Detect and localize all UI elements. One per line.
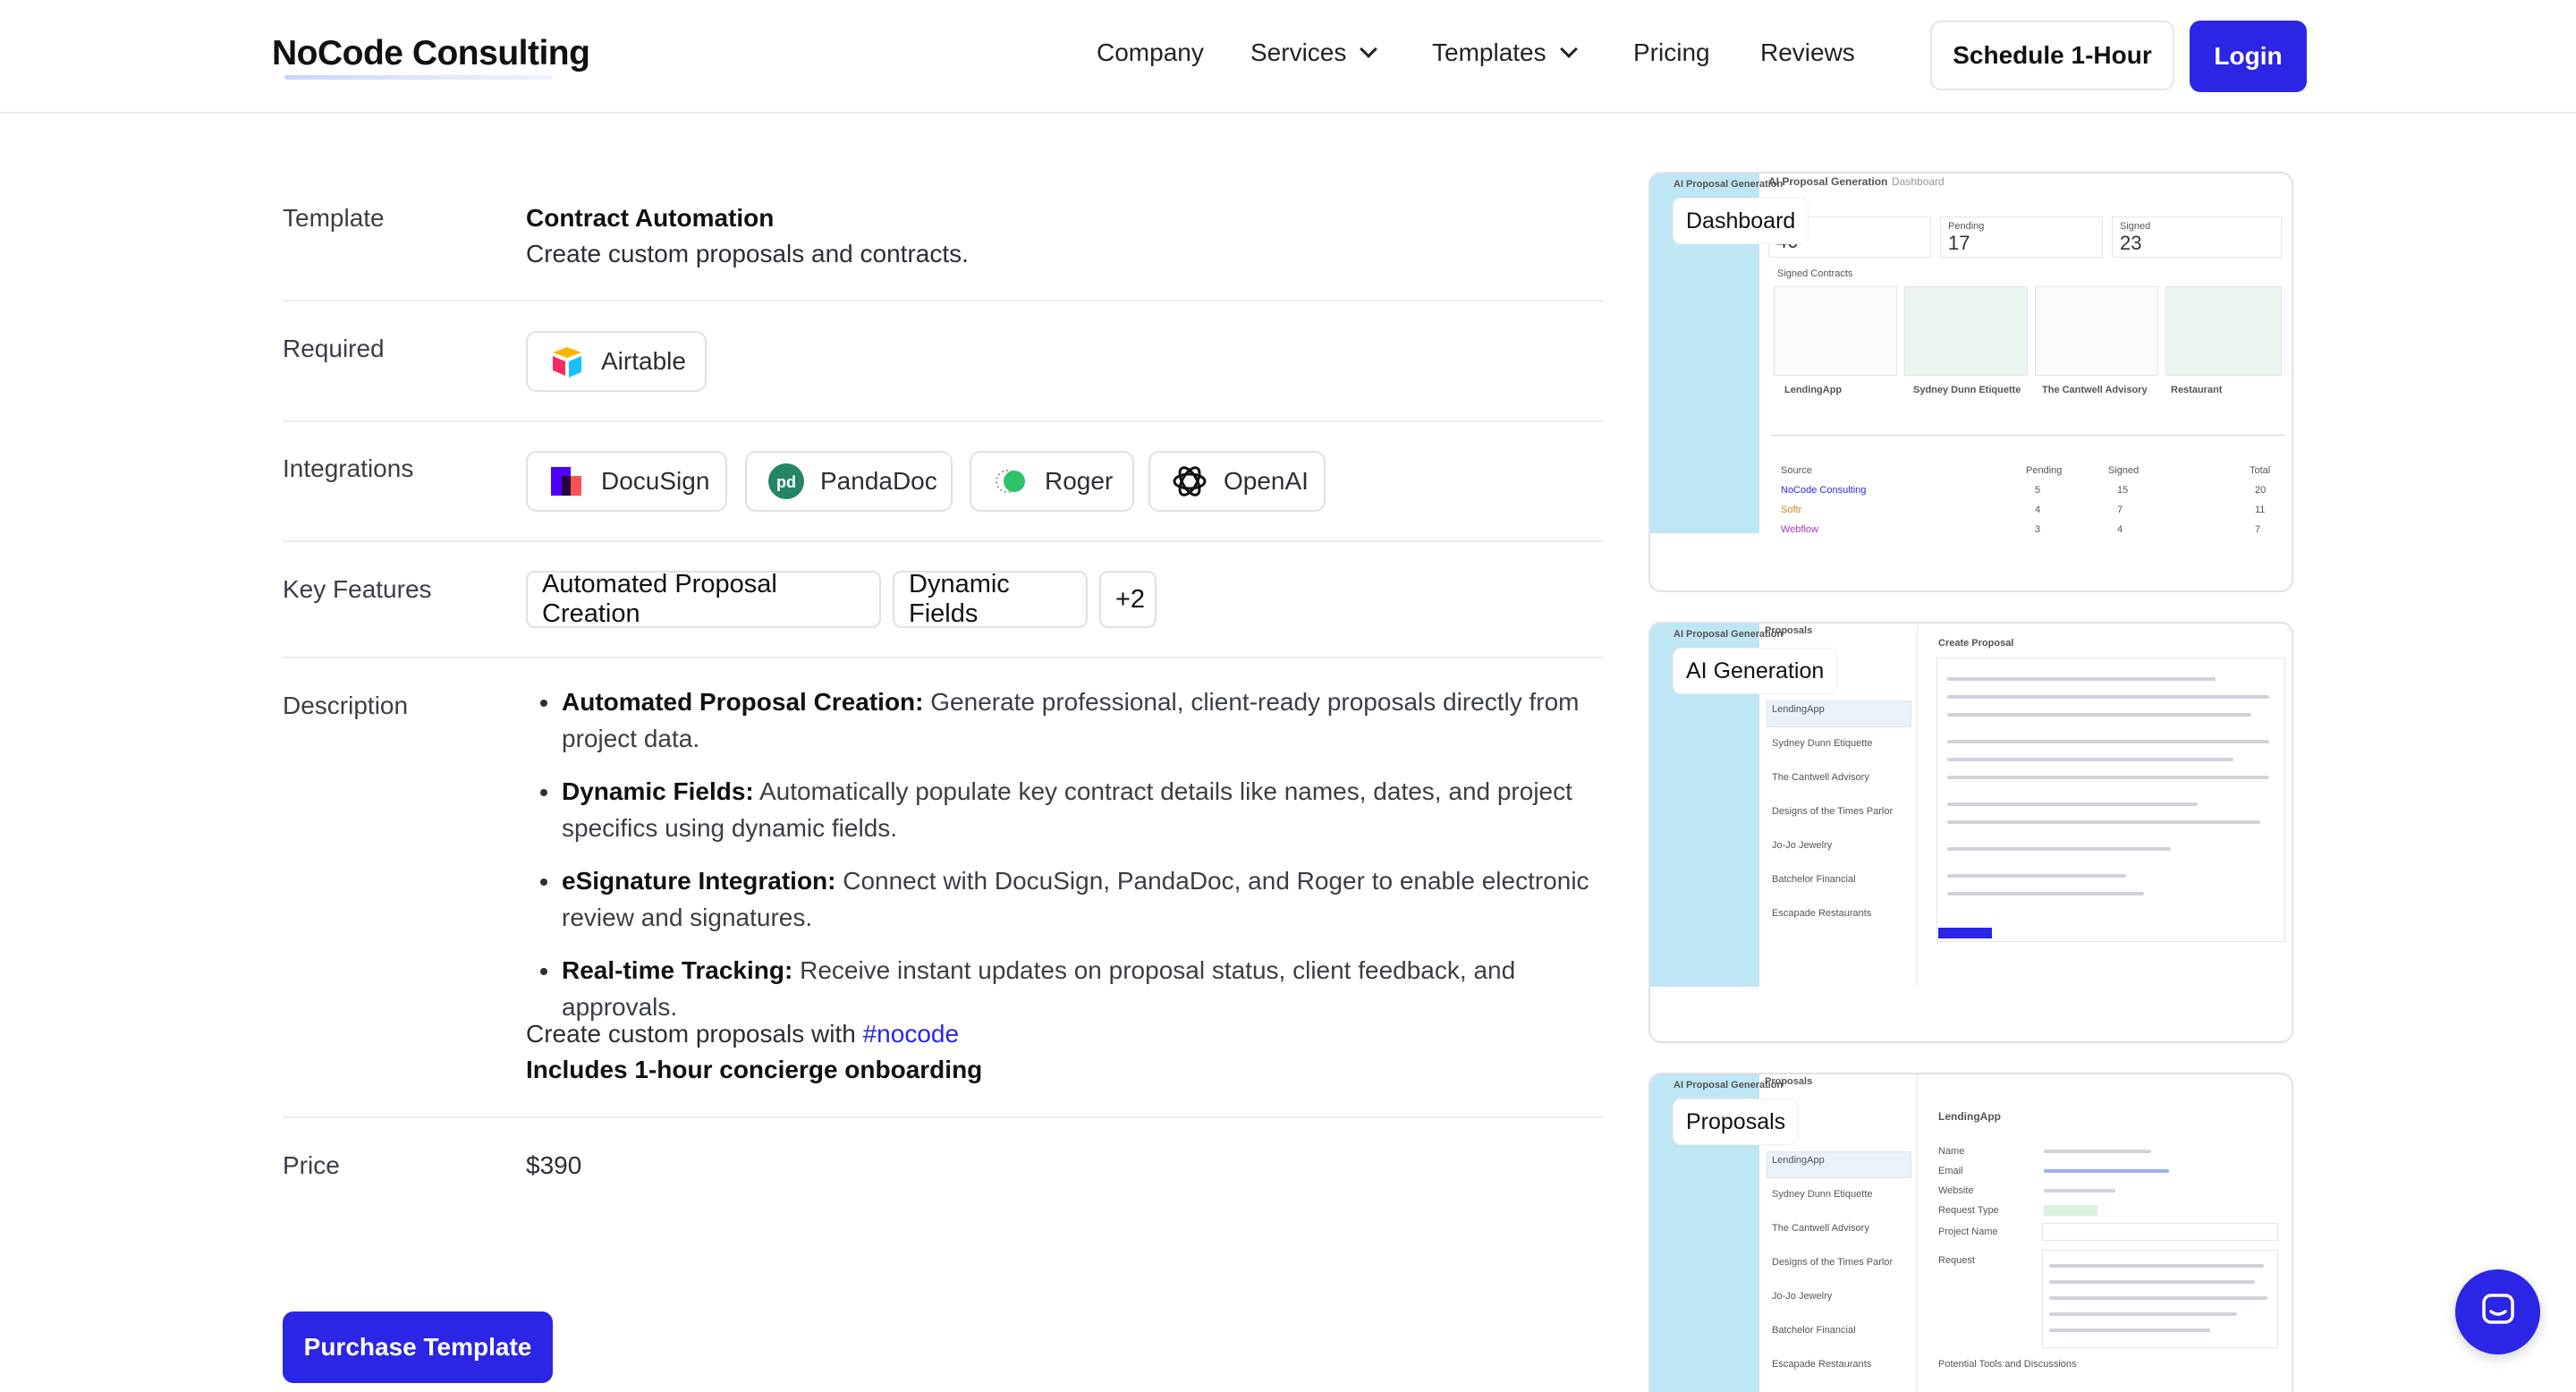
mock-doc xyxy=(2035,286,2158,376)
onboarding-note: Includes 1-hour concierge onboarding xyxy=(526,1056,983,1083)
description-label: Description xyxy=(283,692,409,719)
mock-text-area xyxy=(1936,658,2285,942)
mock-line xyxy=(1947,677,2216,681)
mock-line xyxy=(1947,740,2269,743)
chip-openai[interactable] xyxy=(1148,451,1326,512)
mock-stat xyxy=(2112,216,2282,258)
nav-templates[interactable] xyxy=(1432,38,1575,67)
bullet-title: Dynamic Fields: xyxy=(562,777,754,805)
mock-line xyxy=(1947,892,2144,895)
mock-app-title: AI Proposal Generation xyxy=(1674,179,1784,190)
mock-panel-title: Create Proposal xyxy=(1938,638,2014,649)
mock-line xyxy=(2049,1296,2267,1300)
chip-label: DocuSign xyxy=(601,467,710,495)
preview-card-ai-generation[interactable] xyxy=(1648,622,2293,1043)
mock-list-item: The Cantwell Advisory xyxy=(1772,1223,1869,1234)
mock-field-label: Project Name xyxy=(1938,1226,1998,1237)
top-nav-bar xyxy=(0,0,2576,114)
mock-doc-name: The Cantwell Advisory xyxy=(2042,385,2148,395)
mock-line xyxy=(1947,820,2260,824)
mock-list-item: LendingApp xyxy=(1772,704,1825,715)
preview-tag: Dashboard xyxy=(1674,199,1808,243)
mock-table-head: Pending xyxy=(2026,465,2063,476)
mock-stat-value: 23 xyxy=(2120,232,2142,254)
mock-table-cell: 15 xyxy=(2117,485,2129,496)
mock-table-cell: NoCode Consulting xyxy=(1781,485,1867,496)
template-label: Template xyxy=(283,204,385,232)
chip-label: PandaDoc xyxy=(820,467,937,495)
mock-table-head: Source xyxy=(1781,465,1812,476)
login-button[interactable]: Login xyxy=(2190,21,2307,92)
required-label: Required xyxy=(283,335,385,362)
template-name: Contract Automation xyxy=(526,204,775,232)
mock-line xyxy=(2049,1312,2237,1316)
divider xyxy=(283,420,1603,422)
mock-table-cell: Webflow xyxy=(1781,524,1818,535)
bullet-title: Real-time Tracking: xyxy=(562,956,793,984)
preview-tag: AI Generation xyxy=(1674,649,1836,693)
mock-list-item: Batchelor Financial xyxy=(1772,874,1856,885)
chevron-down-icon xyxy=(1560,40,1578,58)
bullet-item xyxy=(526,683,1599,757)
mock-list-item: Escapade Restaurants xyxy=(1772,908,1872,919)
mock-table-cell: 7 xyxy=(2117,505,2123,515)
chip-airtable[interactable] xyxy=(526,331,707,392)
mock-list-title: Proposals xyxy=(1765,1076,1813,1087)
mock-table-head: Signed xyxy=(2108,465,2140,476)
mock-header: AI Proposal Generation xyxy=(1768,175,1888,188)
mock-line xyxy=(1947,776,2269,779)
mock-list-item: Jo-Jo Jewelry xyxy=(1772,840,1833,851)
site-logo[interactable]: NoCode Consulting xyxy=(272,34,590,72)
mock-line xyxy=(2044,1169,2169,1173)
mock-line xyxy=(2049,1280,2255,1284)
mock-list-item: Batchelor Financial xyxy=(1772,1325,1856,1336)
mock-line xyxy=(2049,1328,2210,1332)
schedule-button[interactable]: Schedule 1-Hour xyxy=(1930,21,2174,90)
mock-field-label: Potential Tools and Discussions xyxy=(1938,1359,2077,1370)
bullet-item xyxy=(526,862,1599,936)
mock-line xyxy=(1947,874,2126,878)
mock-breadcrumb: Dashboard xyxy=(1892,175,1945,188)
cta-text: Create custom proposals with xyxy=(526,1020,863,1048)
roger-icon xyxy=(991,462,1030,501)
divider xyxy=(283,1116,1603,1118)
features-label: Key Features xyxy=(283,575,432,603)
bullet-item xyxy=(526,952,1599,1025)
mock-input xyxy=(2042,1223,2278,1241)
divider xyxy=(283,657,1603,658)
feature-chip[interactable]: Dynamic Fields xyxy=(893,571,1088,628)
mock-field-label: Name xyxy=(1938,1146,1965,1157)
mock-field-label: Email xyxy=(1938,1166,1963,1176)
mock-doc-name: LendingApp xyxy=(1784,385,1843,395)
purchase-template-button[interactable]: Purchase Template xyxy=(283,1311,553,1383)
mock-panel-title: LendingApp xyxy=(1938,1110,2001,1123)
mock-list-title: Proposals xyxy=(1765,625,1813,636)
mock-list-item: Escapade Restaurants xyxy=(1772,1359,1872,1370)
divider xyxy=(283,540,1603,542)
mock-field-label: Request Type xyxy=(1938,1205,1999,1216)
chevron-down-icon xyxy=(1360,40,1377,58)
mock-badge xyxy=(2044,1205,2097,1216)
mock-list-item: Sydney Dunn Etiquette xyxy=(1772,738,1873,749)
mock-list-item: Designs of the Times Parlor xyxy=(1772,1257,1894,1268)
chip-label: Roger xyxy=(1045,467,1114,495)
mock-stat-label: Pending xyxy=(1948,221,1985,232)
preview-tag: Proposals xyxy=(1674,1099,1798,1144)
price-value: $390 xyxy=(526,1151,582,1179)
bullet-text: Automatically populate key contract details like names, dates, and project specifics using dynamic fields. xyxy=(562,777,1572,842)
nav-reviews[interactable] xyxy=(1760,38,1855,67)
mock-line xyxy=(1947,758,2233,761)
mock-list-item: The Cantwell Advisory xyxy=(1772,772,1869,783)
feature-more-chip[interactable]: +2 xyxy=(1099,571,1157,628)
svg-text:pd: pd xyxy=(776,473,796,491)
mock-divider xyxy=(1770,435,2285,436)
mock-field-label: Request xyxy=(1938,1255,1975,1266)
nav-pricing-label: Pricing xyxy=(1633,38,1710,66)
mock-app-title: AI Proposal Generation xyxy=(1674,1080,1784,1091)
bullet-text: Receive instant updates on proposal status, client feedback, and approvals. xyxy=(562,956,1516,1021)
mock-field-label: Website xyxy=(1938,1185,1974,1196)
nav-services[interactable] xyxy=(1250,38,1375,67)
preview-card-proposals[interactable] xyxy=(1648,1073,2293,1392)
chip-label: OpenAI xyxy=(1224,467,1309,495)
bullet-text: Generate professional, client-ready proposals directly from project data. xyxy=(562,688,1580,752)
mock-table-cell: 7 xyxy=(2255,524,2261,535)
mock-doc-name: Sydney Dunn Etiquette xyxy=(1913,385,2021,395)
mock-doc-name: Restaurant xyxy=(2171,385,2223,395)
mock-table-cell: 20 xyxy=(2255,485,2267,496)
chat-launcher-button[interactable] xyxy=(2455,1269,2540,1354)
nav-company-label: Company xyxy=(1097,38,1204,66)
mock-table-cell: 5 xyxy=(2035,485,2041,496)
nav-pricing[interactable] xyxy=(1633,38,1710,67)
nav-templates-label: Templates xyxy=(1432,38,1546,66)
mock-line xyxy=(2044,1189,2115,1193)
mock-stat-value: 17 xyxy=(1948,232,1970,254)
nav-company[interactable] xyxy=(1097,38,1204,67)
template-description: Create custom proposals and contracts. xyxy=(526,240,969,267)
mock-line xyxy=(1947,695,2269,699)
cta-line xyxy=(526,1020,959,1048)
mock-table-cell: 4 xyxy=(2035,505,2041,515)
mock-list-item: Designs of the Times Parlor xyxy=(1772,806,1894,817)
mock-doc xyxy=(1774,286,1897,376)
feature-bullet-list xyxy=(526,683,1599,1041)
mock-table-cell: Softr xyxy=(1781,505,1802,515)
feature-chip[interactable]: Automated Proposal Creation xyxy=(526,571,881,628)
bullet-item xyxy=(526,773,1599,846)
chat-bubble-icon xyxy=(2479,1290,2518,1334)
logo-underline xyxy=(284,75,553,80)
mock-line xyxy=(2044,1150,2151,1153)
bullet-title: eSignature Integration: xyxy=(562,867,836,895)
bullet-text: Connect with DocuSign, PandaDoc, and Roger to enable electronic review and signatures. xyxy=(562,867,1589,931)
mock-list-item: LendingApp xyxy=(1772,1155,1825,1166)
mock-stat-label: Signed xyxy=(2120,221,2151,232)
airtable-icon xyxy=(547,342,587,381)
mock-stat xyxy=(1940,216,2103,258)
mock-table-cell: 11 xyxy=(2255,505,2266,515)
integrations-label: Integrations xyxy=(283,454,414,482)
openai-icon xyxy=(1170,462,1209,501)
mock-table-cell: 3 xyxy=(2035,524,2041,535)
bullet-title: Automated Proposal Creation: xyxy=(562,688,924,716)
docusign-icon xyxy=(547,462,587,501)
mock-line xyxy=(1947,847,2171,851)
mock-section-title: Signed Contracts xyxy=(1777,268,1853,279)
chip-roger[interactable] xyxy=(970,451,1134,512)
mock-list-item: Sydney Dunn Etiquette xyxy=(1772,1189,1873,1200)
mock-divider xyxy=(1917,624,1918,987)
mock-doc xyxy=(1904,286,2028,376)
mock-table-head: Total xyxy=(2250,465,2271,476)
chip-pandadoc[interactable] xyxy=(745,451,953,512)
nav-reviews-label: Reviews xyxy=(1760,38,1855,66)
mock-app-title: AI Proposal Generation xyxy=(1674,629,1784,640)
chip-label: Airtable xyxy=(601,347,686,375)
pandadoc-icon xyxy=(767,462,806,501)
mock-line xyxy=(1947,713,2251,717)
mock-doc xyxy=(2165,286,2282,376)
mock-send-button xyxy=(1938,928,1992,938)
nav-services-label: Services xyxy=(1250,38,1347,66)
mock-divider xyxy=(1917,1074,1918,1392)
mock-line xyxy=(2049,1264,2264,1268)
divider xyxy=(283,300,1603,301)
mock-table-cell: 4 xyxy=(2117,524,2123,535)
chip-docusign[interactable] xyxy=(526,451,727,512)
nocode-hashtag-link[interactable]: #nocode xyxy=(862,1020,960,1048)
price-label: Price xyxy=(283,1151,340,1179)
mock-line xyxy=(1947,802,2198,806)
mock-list-item: Jo-Jo Jewelry xyxy=(1772,1291,1833,1302)
preview-card-dashboard[interactable] xyxy=(1648,172,2293,592)
